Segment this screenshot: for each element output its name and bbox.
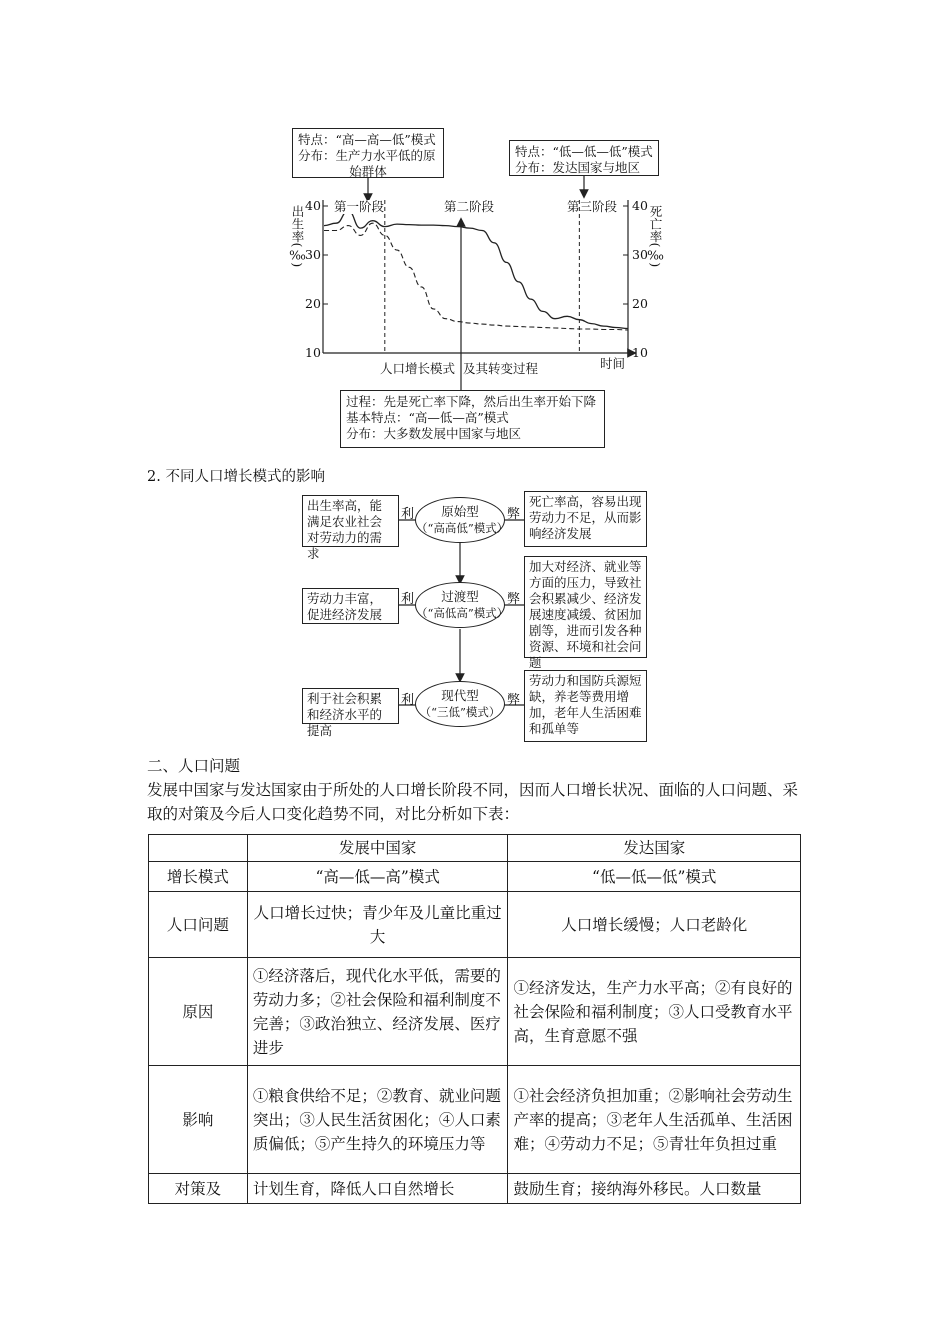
stage1-label: 第一阶段	[334, 199, 385, 214]
ylabel-right: 死亡率(‰)	[648, 205, 663, 268]
table-cell: ①社会经济负担加重；②影响社会劳动生产率的提高；③老年人生活孤单、生活困难；④劳动力不足；⑤青壮年负担过重	[508, 1066, 801, 1174]
section2-title: 2. 不同人口增长模式的影响	[147, 469, 325, 485]
table-cell: ①经济落后，现代化水平低，需要的劳动力多；②社会保险和福利制度不完善；③政治独立、经济发展、医疗进步	[247, 958, 508, 1066]
table-cell: ①粮食供给不足；②教育、就业问题突出；③人民生活贫困化；④人口素质偏低；⑤产生持久的环境压力等	[247, 1066, 508, 1174]
transition-advantage-box	[302, 588, 399, 624]
table-row	[149, 862, 801, 892]
table-header-cell	[149, 835, 248, 862]
primitive-advantage-box	[302, 495, 399, 561]
primitive-model-name: 原始型	[441, 504, 479, 519]
modern-model-type: （“三低”模式）	[419, 705, 501, 719]
table-row	[149, 1066, 801, 1174]
row1-li-label: 利	[401, 507, 415, 522]
stage2-process: 过程：先是死亡率下降，然后出生率开始下降	[346, 394, 597, 409]
primitive-model-type: （“高高低”模式）	[416, 521, 509, 535]
table-row-label: 原因	[149, 958, 248, 1066]
modern-advantage-text: 利于社会积累和经济水平的提高	[307, 691, 383, 738]
table-header-row	[149, 835, 801, 862]
table-cell: “低—低—低”模式	[508, 862, 801, 892]
stage2-feature: 基本特点：“高—低—高”模式	[346, 410, 509, 425]
ytick-left-30: 30	[305, 247, 321, 262]
transition-disadvantage-box	[524, 556, 647, 670]
row3-li-label: 利	[401, 693, 415, 708]
row2-li-label: 利	[401, 592, 415, 607]
stage1-distribution-cont: 始群体	[349, 164, 387, 179]
ytick-right-40: 40	[632, 198, 648, 213]
row1-bi-label: 弊	[507, 507, 521, 522]
table-cell: 计划生育，降低人口自然增长	[247, 1174, 508, 1204]
modern-advantage-box	[302, 688, 399, 738]
ylabel-left: 出生率(‰)	[290, 205, 305, 268]
modern-model-name: 现代型	[441, 688, 479, 703]
comparison-table	[148, 834, 801, 1204]
ytick-right-30: 30	[632, 247, 648, 262]
table-header-cell: 发展中国家	[247, 835, 508, 862]
table-row	[149, 958, 801, 1066]
ytick-left-40: 40	[305, 198, 321, 213]
table-cell: 鼓励生育；接纳海外移民。人口数量	[508, 1174, 801, 1204]
stage3-distribution: 分布：发达国家与地区	[515, 160, 641, 175]
transition-disadvantage-text: 加大对经济、就业等方面的压力，导致社会积累减少、经济发展速度减缓、贫困加剧等，进而引发各种资源、环境和社会问题	[529, 559, 642, 670]
row3-bi-label: 弊	[507, 693, 521, 708]
chart-caption: 人口增长模式 及其转变过程	[380, 361, 538, 376]
table-cell: 人口增长过快；青少年及儿童比重过大	[247, 892, 508, 958]
modern-disadvantage-box	[524, 670, 647, 742]
transition-advantage-text: 劳动力丰富，促进经济发展	[307, 591, 383, 622]
table-row	[149, 1174, 801, 1204]
stage1-feature: 特点：“高—高—低”模式	[298, 132, 436, 147]
table-cell: ①经济发达，生产力水平高；②有良好的社会保险和福利制度；③人口受教育水平高，生育意愿不强	[508, 958, 801, 1066]
xlabel: 时间	[600, 356, 626, 371]
table-row	[149, 892, 801, 958]
modern-model-oval	[415, 681, 505, 727]
primitive-disadvantage-box	[524, 491, 647, 547]
stage2-distribution: 分布：大多数发展中国家与地区	[346, 426, 522, 441]
ytick-left-10: 10	[305, 345, 321, 360]
table-cell: 人口增长缓慢；人口老龄化	[508, 892, 801, 958]
table-cell: “高—低—高”模式	[247, 862, 508, 892]
ytick-right-10: 10	[632, 345, 648, 360]
stage1-distribution: 分布：生产力水平低的原	[298, 148, 436, 163]
primitive-model-oval	[415, 497, 509, 543]
modern-disadvantage-text: 劳动力和国防兵源短缺，养老等费用增加，老年人生活困难和孤单等	[529, 673, 642, 736]
primitive-disadvantage-text: 死亡率高，容易出现劳动力不足，从而影响经济发展	[529, 494, 642, 541]
transition-model-name: 过渡型	[441, 589, 479, 604]
table-row-label: 对策及	[149, 1174, 248, 1204]
table-row-label: 增长模式	[149, 862, 248, 892]
stage3-label: 第三阶段	[567, 199, 618, 214]
transition-model-oval	[415, 582, 509, 628]
section3-paragraph: 发展中国家与发达国家由于所处的人口增长阶段不同，因而人口增长状况、面临的人口问题、采取的对策及今后人口变化趋势不同，对比分析如下表：	[147, 781, 799, 823]
section3-heading: 二、人口问题	[147, 757, 241, 775]
stage3-feature: 特点：“低—低—低”模式	[515, 144, 653, 159]
table-row-label: 影响	[149, 1066, 248, 1174]
ytick-right-20: 20	[632, 296, 648, 311]
ytick-left-20: 20	[305, 296, 321, 311]
row2-bi-label: 弊	[507, 592, 521, 607]
stage2-label: 第二阶段	[444, 199, 495, 214]
table-row-label: 人口问题	[149, 892, 248, 958]
table-header-cell: 发达国家	[508, 835, 801, 862]
transition-model-type: （“高低高”模式）	[416, 606, 509, 620]
primitive-advantage-text: 出生率高，能满足农业社会对劳动力的需求	[307, 498, 383, 561]
